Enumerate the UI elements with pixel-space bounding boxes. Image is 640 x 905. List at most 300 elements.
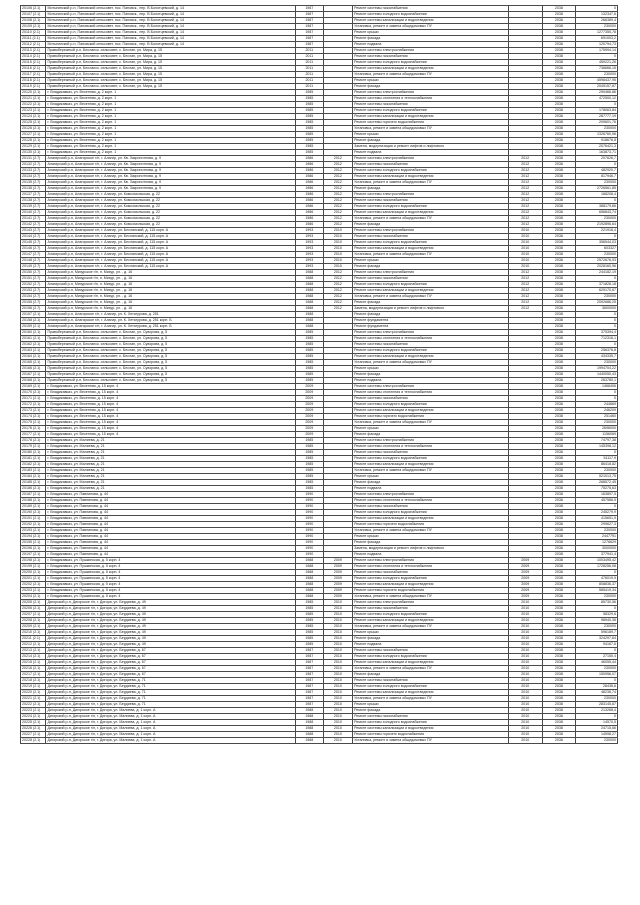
year-built-cell: 1988 xyxy=(296,294,324,300)
address-cell: Дигорский р-н, Дигорское г/п, г. Дигора, ул. Бердиева, д. 71 xyxy=(46,702,296,708)
deadline-year-cell: 2038 xyxy=(542,36,576,42)
planned-year-cell: 2012 xyxy=(508,156,542,162)
row-id-cell: 20126 (2.1) xyxy=(21,126,46,132)
cost-cell: 299627,3 xyxy=(576,522,618,528)
work-type-cell: Ремонт системы электроснабжения xyxy=(353,330,509,336)
year-built-cell: 1993 xyxy=(296,246,324,252)
cost-cell: 230000 xyxy=(576,624,618,630)
row-id-cell: 20108 (2.1) xyxy=(21,18,46,24)
cost-cell: 163873,71 xyxy=(576,150,618,156)
cost-cell: 244669 xyxy=(576,402,618,408)
year-built-cell: 1985 xyxy=(296,468,324,474)
row-id-cell: 20198 (2.1) xyxy=(21,558,46,564)
work-type-cell: Ремонт системы холодного водоснабжения xyxy=(353,204,509,210)
year-built-cell: 2009 xyxy=(296,414,324,420)
deadline-year-cell: 2038 xyxy=(542,426,576,432)
address-cell: г. Владикавказ, ул. Малиева, д. 21 xyxy=(46,468,296,474)
deadline-year-cell: 2038 xyxy=(542,528,576,534)
cost-cell: 230000 xyxy=(576,696,618,702)
work-type-cell: Ремонт системы электроснабжения xyxy=(353,228,509,234)
year-built-cell: 1987 xyxy=(296,660,324,666)
deadline-year-cell: 2038 xyxy=(542,96,576,102)
work-type-cell: Ремонт фасада xyxy=(353,372,509,378)
deadline-year-cell: 2038 xyxy=(542,24,576,30)
address-cell: Правобережный р-н, Бесланск. сельсовет, с. Беслан, ул. Суворова, д. 5 xyxy=(46,378,296,384)
row-id-cell: 20154 (2.7) xyxy=(21,294,46,300)
year-built-cell: 1988 xyxy=(296,708,324,714)
work-type-cell: Ремонт системы холодного водоснабжения xyxy=(353,282,509,288)
address-cell: Правобережный р-н, Бесланск. сельсовет, с. Беслан, ул. Мира, д. 15 xyxy=(46,78,296,84)
planned-year-cell: 2010 xyxy=(508,600,542,606)
deadline-year-cell: 2038 xyxy=(542,102,576,108)
cost-cell: 521013,75 xyxy=(576,474,618,480)
planned-year-cell: 2010 xyxy=(508,642,542,648)
cost-cell: 459221,26 xyxy=(576,60,618,66)
planned-year-cell: 2010 xyxy=(508,264,542,270)
planned-year-cell: 2009 xyxy=(508,576,542,582)
year-built-cell: 1988 xyxy=(296,558,324,564)
year-built-cell: 1986 xyxy=(296,156,324,162)
deadline-year-cell: 2038 xyxy=(542,204,576,210)
work-type-cell: Ремонт фасада xyxy=(353,708,509,714)
deadline-year-cell: 2038 xyxy=(542,162,576,168)
work-type-cell: Установка, ремонт и замена общедомовых ПУ xyxy=(353,216,509,222)
address-cell: г. Владикавказ, ул. Пушкинская, д. 5 корп. 4 xyxy=(46,582,296,588)
deadline-year-cell: 2038 xyxy=(542,306,576,312)
row-id-cell: 20220 (2.1) xyxy=(21,690,46,696)
address-cell: Алагирский р-н, Мизурское г/п, п. Мизур, ул. , д. 16 xyxy=(46,300,296,306)
year-built-cell: 1990 xyxy=(296,552,324,558)
work-type-cell: Установка, ремонт и замена общедомовых ПУ xyxy=(353,738,509,744)
deadline-year-cell: 2038 xyxy=(542,714,576,720)
planned-year-cell: 2012 xyxy=(508,204,542,210)
work-type-cell: Ремонт системы электроснабжения xyxy=(353,156,509,162)
last-repair-year-cell: 2010 xyxy=(323,258,353,264)
cost-cell: 0 xyxy=(576,54,618,60)
year-built-cell: 2009 xyxy=(296,426,324,432)
address-cell: Алагирский р-н, Алагирское г/п, г. Алагир, ул. Комсомольская, д. 22 xyxy=(46,210,296,216)
row-id-cell: 20195 (2.1) xyxy=(21,540,46,546)
row-id-cell: 20106 (2.1) xyxy=(21,6,46,12)
work-type-cell: Ремонт системы горячего водоснабжения xyxy=(353,414,509,420)
row-id-cell: 20127 (2.1) xyxy=(21,132,46,138)
work-type-cell: Ремонт системы электроснабжения xyxy=(353,48,509,54)
address-cell: г. Владикавказ, ул. Малиева, д. 21 xyxy=(46,486,296,492)
row-id-cell: 20199 (2.1) xyxy=(21,564,46,570)
work-type-cell: Замена, модернизация и ремонт лифтов и лифтового xyxy=(353,306,509,312)
deadline-year-cell: 2038 xyxy=(542,228,576,234)
address-cell: Алагирский р-н, Алагирское г/п, г. Алагир, ул. Комсомольская, д. 22 xyxy=(46,216,296,222)
work-type-cell: Ремонт системы канализации и водоотведения xyxy=(353,174,509,180)
row-id-cell: 20149 (2.7) xyxy=(21,264,46,270)
work-type-cell: Ремонт системы отопления и теплоснабжения xyxy=(353,96,509,102)
row-id-cell: 20169 (2.1) xyxy=(21,384,46,390)
cost-cell: 230000 xyxy=(576,528,618,534)
address-cell: Правобережный р-н, Бесланск. сельсовет, с. Беслан, ул. Мира, д. 15 xyxy=(46,60,296,66)
year-built-cell: 1986 xyxy=(296,216,324,222)
deadline-year-cell: 2038 xyxy=(542,696,576,702)
address-cell: Дигорский р-н, Дигорское г/п, г. Дигора, ул. Бердиева, д. 49 xyxy=(46,630,296,636)
cost-cell: 0 xyxy=(576,396,618,402)
planned-year-cell: 2012 xyxy=(508,168,542,174)
last-repair-year-cell: 2009 xyxy=(323,582,353,588)
work-type-cell: Ремонт системы отопления и теплоснабжения xyxy=(353,498,509,504)
work-type-cell: Ремонт системы канализации и водоотведения xyxy=(353,408,509,414)
row-id-cell: 20109 (2.1) xyxy=(21,24,46,30)
cost-cell: 178063,84 xyxy=(576,108,618,114)
cost-cell: 145398,12 xyxy=(576,444,618,450)
last-repair-year-cell: 2012 xyxy=(323,294,353,300)
year-built-cell: 1985 xyxy=(296,120,324,126)
last-repair-year-cell: 2012 xyxy=(323,186,353,192)
address-cell: Алагирский р-н, Алагирское г/п, г. Алагир, ул. Комсомольская, д. 22 xyxy=(46,198,296,204)
work-type-cell: Ремонт системы горячего водоснабжения xyxy=(353,588,509,594)
deadline-year-cell: 2038 xyxy=(542,330,576,336)
row-id-cell: 20123 (2.1) xyxy=(21,108,46,114)
address-cell: Алагирский р-н, Алагирское г/п, г. Алагир, ул. Кв. Закропотнова, д. 9 xyxy=(46,186,296,192)
address-cell: Дигорский р-н, Дигорское г/п, г. Дигора, ул. Бердиева, д. 71 xyxy=(46,696,296,702)
year-built-cell: 1987 xyxy=(296,42,324,48)
address-cell: Правобережный р-н, Бесланск. сельсовет, с. Беслан, ул. Суворова, д. 5 xyxy=(46,342,296,348)
last-repair-year-cell: 2010 xyxy=(323,624,353,630)
year-built-cell: 1985 xyxy=(296,462,324,468)
work-type-cell: Ремонт подвала xyxy=(353,42,509,48)
deadline-year-cell: 2038 xyxy=(542,198,576,204)
year-built-cell: 1993 xyxy=(296,228,324,234)
planned-year-cell: 2010 xyxy=(508,690,542,696)
year-built-cell: 1985 xyxy=(296,150,324,156)
address-cell: Дигорский р-н, Дигорское г/п, г. Дигора, ул. Малиева, д. 1 корп. А xyxy=(46,738,296,744)
deadline-year-cell: 2038 xyxy=(542,54,576,60)
address-cell: Правобережный р-н, Бесланск. сельсовет, с. Беслан, ул. Суворова, д. 5 xyxy=(46,372,296,378)
work-type-cell: Ремонт фасада xyxy=(353,636,509,642)
row-id-cell: 20116 (2.1) xyxy=(21,66,46,72)
work-type-cell: Ремонт системы газоснабжения xyxy=(353,648,509,654)
planned-year-cell: 2012 xyxy=(508,192,542,198)
address-cell: Алагирский р-н, Алагирское г/п, г. Алагир, ул. К. Хетагурова, д. 251 xyxy=(46,312,296,318)
row-id-cell: 20206 (2.1) xyxy=(21,606,46,612)
work-type-cell: Ремонт системы холодного водоснабжения xyxy=(353,402,509,408)
deadline-year-cell: 2038 xyxy=(542,138,576,144)
cost-cell: 58329,6 xyxy=(576,612,618,618)
address-cell: г. Владикавказ, ул. Малиева, д. 21 xyxy=(46,438,296,444)
deadline-year-cell: 2038 xyxy=(542,624,576,630)
cost-cell: 356544,03 xyxy=(576,240,618,246)
deadline-year-cell: 2038 xyxy=(542,180,576,186)
deadline-year-cell: 2038 xyxy=(542,468,576,474)
row-id-cell: 20141 (2.7) xyxy=(21,216,46,222)
cost-cell: 3600000 xyxy=(576,306,618,312)
cost-cell: 0 xyxy=(576,6,618,12)
row-id-cell: 20134 (2.7) xyxy=(21,174,46,180)
deadline-year-cell: 2038 xyxy=(542,480,576,486)
work-type-cell: Ремонт фасада xyxy=(353,540,509,546)
planned-year-cell: 2010 xyxy=(508,714,542,720)
deadline-year-cell: 2038 xyxy=(542,642,576,648)
address-cell: Дигорский р-н, Дигорское г/п, г. Дигора, ул. Бердиева, д. 49 xyxy=(46,636,296,642)
year-built-cell: 1990 xyxy=(296,528,324,534)
row-id-cell: 20121 (2.1) xyxy=(21,96,46,102)
deadline-year-cell: 2038 xyxy=(542,402,576,408)
row-id-cell: 20159 (2.1) xyxy=(21,324,46,330)
last-repair-year-cell: 2010 xyxy=(323,690,353,696)
planned-year-cell: 2010 xyxy=(508,636,542,642)
address-cell: Алагирский р-н, Алагирское г/п, г. Алагир, ул. Кв. Закропотнова, д. 9 xyxy=(46,174,296,180)
year-built-cell: 1985 xyxy=(296,132,324,138)
year-built-cell: 1993 xyxy=(296,258,324,264)
planned-year-cell: 2012 xyxy=(508,270,542,276)
year-built-cell: 2011 xyxy=(296,60,324,66)
work-type-cell: Ремонт крыши xyxy=(353,426,509,432)
row-id-cell: 20224 (2.1) xyxy=(21,714,46,720)
work-type-cell: Ремонт крыши xyxy=(353,258,509,264)
work-type-cell: Ремонт фасада xyxy=(353,672,509,678)
address-cell: Дигорский р-н, Дигорское г/п, г. Дигора, ул. Бердиева, д. 49 xyxy=(46,642,296,648)
address-cell: Мотыгинский р-н, Пановский сельсовет, пос. Пановск., пер. В Болотцевский, д. 14 xyxy=(46,12,296,18)
address-cell: Алагирский р-н, Мизурское г/п, п. Мизур, ул. , д. 16 xyxy=(46,276,296,282)
deadline-year-cell: 2038 xyxy=(542,84,576,90)
work-type-cell: Ремонт подвала xyxy=(353,378,509,384)
address-cell: Правобережный р-н, Бесланск. сельсовет, с. Беслан, ул. Суворова, д. 5 xyxy=(46,330,296,336)
planned-year-cell: 2010 xyxy=(508,672,542,678)
deadline-year-cell: 2038 xyxy=(542,408,576,414)
address-cell: Алагирский р-н, Алагирское г/п, г. Алагир, ул. К. Хетагурова, д. 251 корп. Б xyxy=(46,324,296,330)
work-type-cell: Ремонт системы электроснабжения xyxy=(353,492,509,498)
address-cell: Дигорский р-н, Дигорское г/п, г. Дигора, ул. Бердиева, д. 67 xyxy=(46,666,296,672)
planned-year-cell: 2010 xyxy=(508,702,542,708)
planned-year-cell: 2012 xyxy=(508,288,542,294)
address-cell: Правобережный р-н, Бесланск. сельсовет, с. Беслан, ул. Суворова, д. 5 xyxy=(46,348,296,354)
row-id-cell: 20110 (2.1) xyxy=(21,30,46,36)
last-repair-year-cell: 2010 xyxy=(323,660,353,666)
address-cell: Алагирский р-н, Алагирское г/п, г. Алагир, ул. Комсомольская, д. 22 xyxy=(46,204,296,210)
year-built-cell: 1987 xyxy=(296,702,324,708)
deadline-year-cell: 2038 xyxy=(542,156,576,162)
deadline-year-cell: 2038 xyxy=(542,594,576,600)
cost-cell: 629170,67 xyxy=(576,288,618,294)
last-repair-year-cell: 2012 xyxy=(323,204,353,210)
work-type-cell: Ремонт системы канализации и водоотведения xyxy=(353,660,509,666)
address-cell: Мотыгинский р-н, Пановский сельсовет, пос. Пановск., пер. В Болотцевский, д. 14 xyxy=(46,42,296,48)
cost-cell: 377941,4 xyxy=(576,552,618,558)
work-type-cell: Ремонт фасада xyxy=(353,36,509,42)
cost-cell: 691003,2 xyxy=(576,36,618,42)
deadline-year-cell: 2038 xyxy=(542,192,576,198)
row-id-cell: 20188 (2.1) xyxy=(21,498,46,504)
work-type-cell: Ремонт фасада xyxy=(353,312,509,318)
year-built-cell: 1985 xyxy=(296,336,324,342)
cost-cell: 1156069 xyxy=(576,432,618,438)
year-built-cell: 1990 xyxy=(296,492,324,498)
cost-cell: 0 xyxy=(576,162,618,168)
cost-cell: 230000 xyxy=(576,252,618,258)
address-cell: Алагирский р-н, Алагирское г/п, г. Алагир, ул. Комсомольская, д. 22 xyxy=(46,192,296,198)
address-cell: г. Владикавказ, ул. Малиева, д. 21 xyxy=(46,456,296,462)
year-built-cell: 1986 xyxy=(296,180,324,186)
work-type-cell: Ремонт подвала xyxy=(353,642,509,648)
cost-cell: 2049157,87 xyxy=(576,84,618,90)
address-cell: Алагирский р-н, Алагирское г/п, г. Алагир, ул. Бесланский, д. 115 корп. А xyxy=(46,246,296,252)
cost-cell: 14598,27 xyxy=(576,732,618,738)
year-built-cell: 1985 xyxy=(296,96,324,102)
planned-year-cell: 2010 xyxy=(508,708,542,714)
address-cell: Дигорский р-н, Дигорское г/п, г. Дигора, ул. Бердиева, д. 67 xyxy=(46,648,296,654)
address-cell: Правобережный р-н, Бесланск. сельсовет, с. Беслан, ул. Суворова, д. 5 xyxy=(46,354,296,360)
row-id-cell: 20151 (2.7) xyxy=(21,276,46,282)
last-repair-year-cell: 2010 xyxy=(323,678,353,684)
cost-cell: 24715,66 xyxy=(576,726,618,732)
address-cell: г. Владикавказ, ул. Павлинова, д. 44 xyxy=(46,540,296,546)
year-built-cell: 1986 xyxy=(296,222,324,228)
address-cell: Алагирский р-н, Алагирское г/п, г. Алагир, ул. Бесланский, д. 115 корп. А xyxy=(46,240,296,246)
year-built-cell: 1985 xyxy=(296,126,324,132)
cost-cell: 1440050,43 xyxy=(576,372,618,378)
work-type-cell: Ремонт крыши xyxy=(353,474,509,480)
planned-year-cell: 2012 xyxy=(508,282,542,288)
work-type-cell: Ремонт системы холодного водоснабжения xyxy=(353,168,509,174)
cost-cell: 1326760,96 xyxy=(576,132,618,138)
planned-year-cell: 2009 xyxy=(508,594,542,600)
last-repair-year-cell: 2010 xyxy=(323,714,353,720)
row-id-cell: 20190 (2.1) xyxy=(21,510,46,516)
work-type-cell: Установка, ремонт и замена общедомовых ПУ xyxy=(353,420,509,426)
last-repair-year-cell: 2010 xyxy=(323,264,353,270)
page-footer-area xyxy=(20,886,618,898)
year-built-cell: 1993 xyxy=(296,240,324,246)
deadline-year-cell: 2038 xyxy=(542,150,576,156)
last-repair-year-cell: 2010 xyxy=(323,672,353,678)
deadline-year-cell: 2038 xyxy=(542,738,576,744)
deadline-year-cell: 2038 xyxy=(542,132,576,138)
last-repair-year-cell: 2010 xyxy=(323,702,353,708)
year-built-cell: 1985 xyxy=(296,612,324,618)
work-type-cell: Ремонт системы холодного водоснабжения xyxy=(353,348,509,354)
last-repair-year-cell: 2010 xyxy=(323,228,353,234)
work-type-cell: Замена, модернизация и ремонт лифтов и лифтового xyxy=(353,546,509,552)
address-cell: Алагирский р-н, Алагирское г/п, г. Алагир, ул. Бесланский, д. 115 корп. А xyxy=(46,252,296,258)
work-type-cell: Ремонт системы холодного водоснабжения xyxy=(353,684,509,690)
address-cell: г. Владикавказ, ул. Весенняя, д. 2 корп. 1 xyxy=(46,138,296,144)
last-repair-year-cell: 2012 xyxy=(323,198,353,204)
last-repair-year-cell: 2012 xyxy=(323,168,353,174)
year-built-cell: 1993 xyxy=(296,252,324,258)
address-cell: Алагирский р-н, Алагирское г/п, г. Алагир, ул. Бесланский, д. 115 корп. А xyxy=(46,258,296,264)
year-built-cell: 2009 xyxy=(296,396,324,402)
year-built-cell: 2009 xyxy=(296,420,324,426)
last-repair-year-cell: 2010 xyxy=(323,630,353,636)
address-cell: Дигорский р-н, Дигорское г/п, г. Дигора, ул. Бердиева, д. 71 xyxy=(46,678,296,684)
year-built-cell: 1988 xyxy=(296,594,324,600)
row-id-cell: 20213 (2.1) xyxy=(21,648,46,654)
cost-cell: 0 xyxy=(576,318,618,324)
planned-year-cell: 2010 xyxy=(508,726,542,732)
year-built-cell: 1990 xyxy=(296,504,324,510)
row-id-cell: 20136 (2.7) xyxy=(21,186,46,192)
cost-cell: 2447791 xyxy=(576,534,618,540)
year-built-cell: 2011 xyxy=(296,84,324,90)
planned-year-cell: 2012 xyxy=(508,162,542,168)
work-type-cell: Ремонт системы электроснабжения xyxy=(353,90,509,96)
row-id-cell: 20111 (2.1) xyxy=(21,36,46,42)
row-id-cell: 20203 (2.1) xyxy=(21,588,46,594)
cost-cell: 434335,7 xyxy=(576,354,618,360)
work-type-cell: Ремонт системы холодного водоснабжения xyxy=(353,612,509,618)
cost-cell: 0 xyxy=(576,276,618,282)
cost-cell: 251460 xyxy=(576,414,618,420)
deadline-year-cell: 2038 xyxy=(542,582,576,588)
year-built-cell: 1985 xyxy=(296,330,324,336)
cost-cell: 74797,38 xyxy=(576,438,618,444)
row-id-cell: 20167 (2.1) xyxy=(21,372,46,378)
address-cell: г. Владикавказ, ул. Павлинова, д. 44 xyxy=(46,516,296,522)
row-id-cell: 20138 (2.7) xyxy=(21,198,46,204)
year-built-cell: 1987 xyxy=(296,672,324,678)
cost-cell: 94167,6 xyxy=(576,642,618,648)
cost-cell: 246209 xyxy=(576,408,618,414)
work-type-cell: Ремонт системы газоснабжения xyxy=(353,606,509,612)
address-cell: г. Владикавказ, ул. Павлинова, д. 44 xyxy=(46,522,296,528)
address-cell: Правобережный р-н, Бесланск. сельсовет, с. Беслан, ул. Суворова, д. 5 xyxy=(46,366,296,372)
address-cell: г. Владикавказ, ул. Весенняя, д. 15 корп. 4 xyxy=(46,384,296,390)
planned-year-cell: 2012 xyxy=(508,180,542,186)
row-id-cell: 20135 (2.7) xyxy=(21,180,46,186)
work-type-cell: Ремонт системы газоснабжения xyxy=(353,54,509,60)
row-id-cell: 20185 (2.1) xyxy=(21,480,46,486)
work-type-cell: Ремонт системы газоснабжения xyxy=(353,162,509,168)
work-type-cell: Ремонт системы газоснабжения xyxy=(353,276,509,282)
year-built-cell: 1986 xyxy=(296,204,324,210)
year-built-cell: 1985 xyxy=(296,354,324,360)
work-type-cell: Ремонт системы электроснабжения xyxy=(353,558,509,564)
deadline-year-cell: 2038 xyxy=(542,498,576,504)
work-type-cell: Ремонт системы холодного водоснабжения xyxy=(353,456,509,462)
planned-year-cell: 2010 xyxy=(508,732,542,738)
year-built-cell: 1985 xyxy=(296,372,324,378)
address-cell: Дигорский р-н, Дигорское г/п, г. Дигора, ул. Бердиева, д. 67 xyxy=(46,672,296,678)
cost-cell: 0 xyxy=(576,342,618,348)
row-id-cell: 20205 (2.1) xyxy=(21,600,46,606)
work-type-cell: Ремонт системы канализации и водоотведения xyxy=(353,288,509,294)
deadline-year-cell: 2038 xyxy=(542,630,576,636)
planned-year-cell: 2010 xyxy=(508,630,542,636)
work-type-cell: Ремонт системы газоснабжения xyxy=(353,102,509,108)
year-built-cell: 1987 xyxy=(296,30,324,36)
row-id-cell: 20192 (2.1) xyxy=(21,522,46,528)
address-cell: г. Владикавказ, ул. Павлинова, д. 44 xyxy=(46,510,296,516)
deadline-year-cell: 2038 xyxy=(542,18,576,24)
deadline-year-cell: 2038 xyxy=(542,390,576,396)
row-id-cell: 20175 (2.1) xyxy=(21,420,46,426)
deadline-year-cell: 2038 xyxy=(542,702,576,708)
deadline-year-cell: 2038 xyxy=(542,30,576,36)
last-repair-year-cell: 2012 xyxy=(323,174,353,180)
cost-cell: 817946,7 xyxy=(576,174,618,180)
cost-cell: 163897,5 xyxy=(576,492,618,498)
work-type-cell: Ремонт системы холодного водоснабжения xyxy=(353,12,509,18)
cost-cell: 2092686,25 xyxy=(576,300,618,306)
year-built-cell: 1986 xyxy=(296,186,324,192)
year-built-cell: 1985 xyxy=(296,378,324,384)
last-repair-year-cell: 2012 xyxy=(323,216,353,222)
work-type-cell: Ремонт подвала xyxy=(353,150,509,156)
year-built-cell: 1985 xyxy=(296,636,324,642)
deadline-year-cell: 2038 xyxy=(542,222,576,228)
address-cell: Алагирский р-н, Алагирское г/п, г. Алагир, ул. Кв. Закропотнова, д. 9 xyxy=(46,168,296,174)
deadline-year-cell: 2038 xyxy=(542,588,576,594)
work-type-cell: Ремонт фасада xyxy=(353,480,509,486)
address-cell: г. Владикавказ, ул. Павлинова, д. 44 xyxy=(46,498,296,504)
cost-cell: 2192896,64 xyxy=(576,222,618,228)
